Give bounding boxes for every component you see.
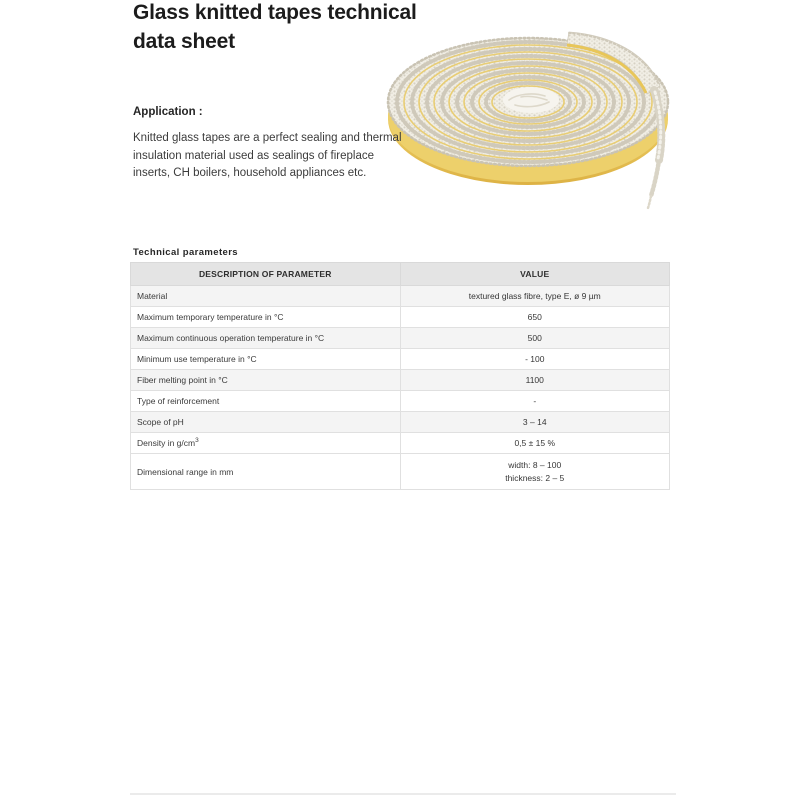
table-row-dimensional-range: [131, 454, 670, 490]
param-cell: Dimensional range in mm: [131, 454, 401, 490]
param-cell: Type of reinforcement: [131, 391, 401, 412]
param-cell: Fiber melting point in °C: [131, 370, 401, 391]
value-cell: 500: [400, 328, 670, 349]
param-cell: Maximum temporary temperature in °C: [131, 307, 401, 328]
application-paragraph: Knitted glass tapes are a perfect sealing and thermal insulation material used as sealings of fireplace inserts, CH boilers, household appliances etc.: [133, 132, 402, 179]
table-row-max-temporary-temp: [131, 307, 670, 328]
value-cell: [400, 454, 670, 490]
table-row-material: [131, 286, 670, 307]
footer-divider: [130, 793, 676, 795]
dimensional-thickness: thickness: 2 – 5: [505, 472, 565, 483]
param-cell: Material: [131, 286, 401, 307]
table-row-min-use-temp: [131, 349, 670, 370]
value-cell: textured glass fibre, type E, ø 9 µm: [400, 286, 670, 307]
param-cell: Maximum continuous operation temperature in °C: [131, 328, 401, 349]
coil-center: [503, 87, 559, 113]
param-cell: [131, 433, 401, 454]
table-header-row: [131, 263, 670, 286]
table-row-density: [131, 433, 670, 454]
parameters-table: [130, 262, 670, 490]
tape-coil-image: [383, 26, 695, 210]
value-cell: 0,5 ± 15 %: [400, 433, 670, 454]
value-cell: 1100: [400, 370, 670, 391]
page-title-line1: Glass knitted tapes technical: [133, 1, 417, 24]
density-superscript: 3: [195, 437, 199, 445]
table-row-fiber-melting-point: [131, 370, 670, 391]
table-header-parameter: DESCRIPTION OF PARAMETER: [131, 263, 401, 286]
table-header-value: VALUE: [400, 263, 670, 286]
param-cell: Scope of pH: [131, 412, 401, 433]
table-row-type-of-reinforcement: [131, 391, 670, 412]
dimensional-width: width: 8 – 100: [508, 460, 562, 470]
application-heading: Application :: [133, 106, 203, 118]
tape-coil-illustration: [383, 26, 695, 210]
value-cell: 3 – 14: [400, 412, 670, 433]
density-label: Density in g/cm: [137, 438, 196, 448]
value-cell: - 100: [400, 349, 670, 370]
value-cell: 650: [400, 307, 670, 328]
table-row-max-continuous-temp: [131, 328, 670, 349]
page-title-line2: data sheet: [133, 30, 235, 53]
table-row-scope-of-ph: [131, 412, 670, 433]
param-cell: Minimum use temperature in °C: [131, 349, 401, 370]
table-caption: Technical parameters: [133, 247, 238, 258]
value-cell: -: [400, 391, 670, 412]
